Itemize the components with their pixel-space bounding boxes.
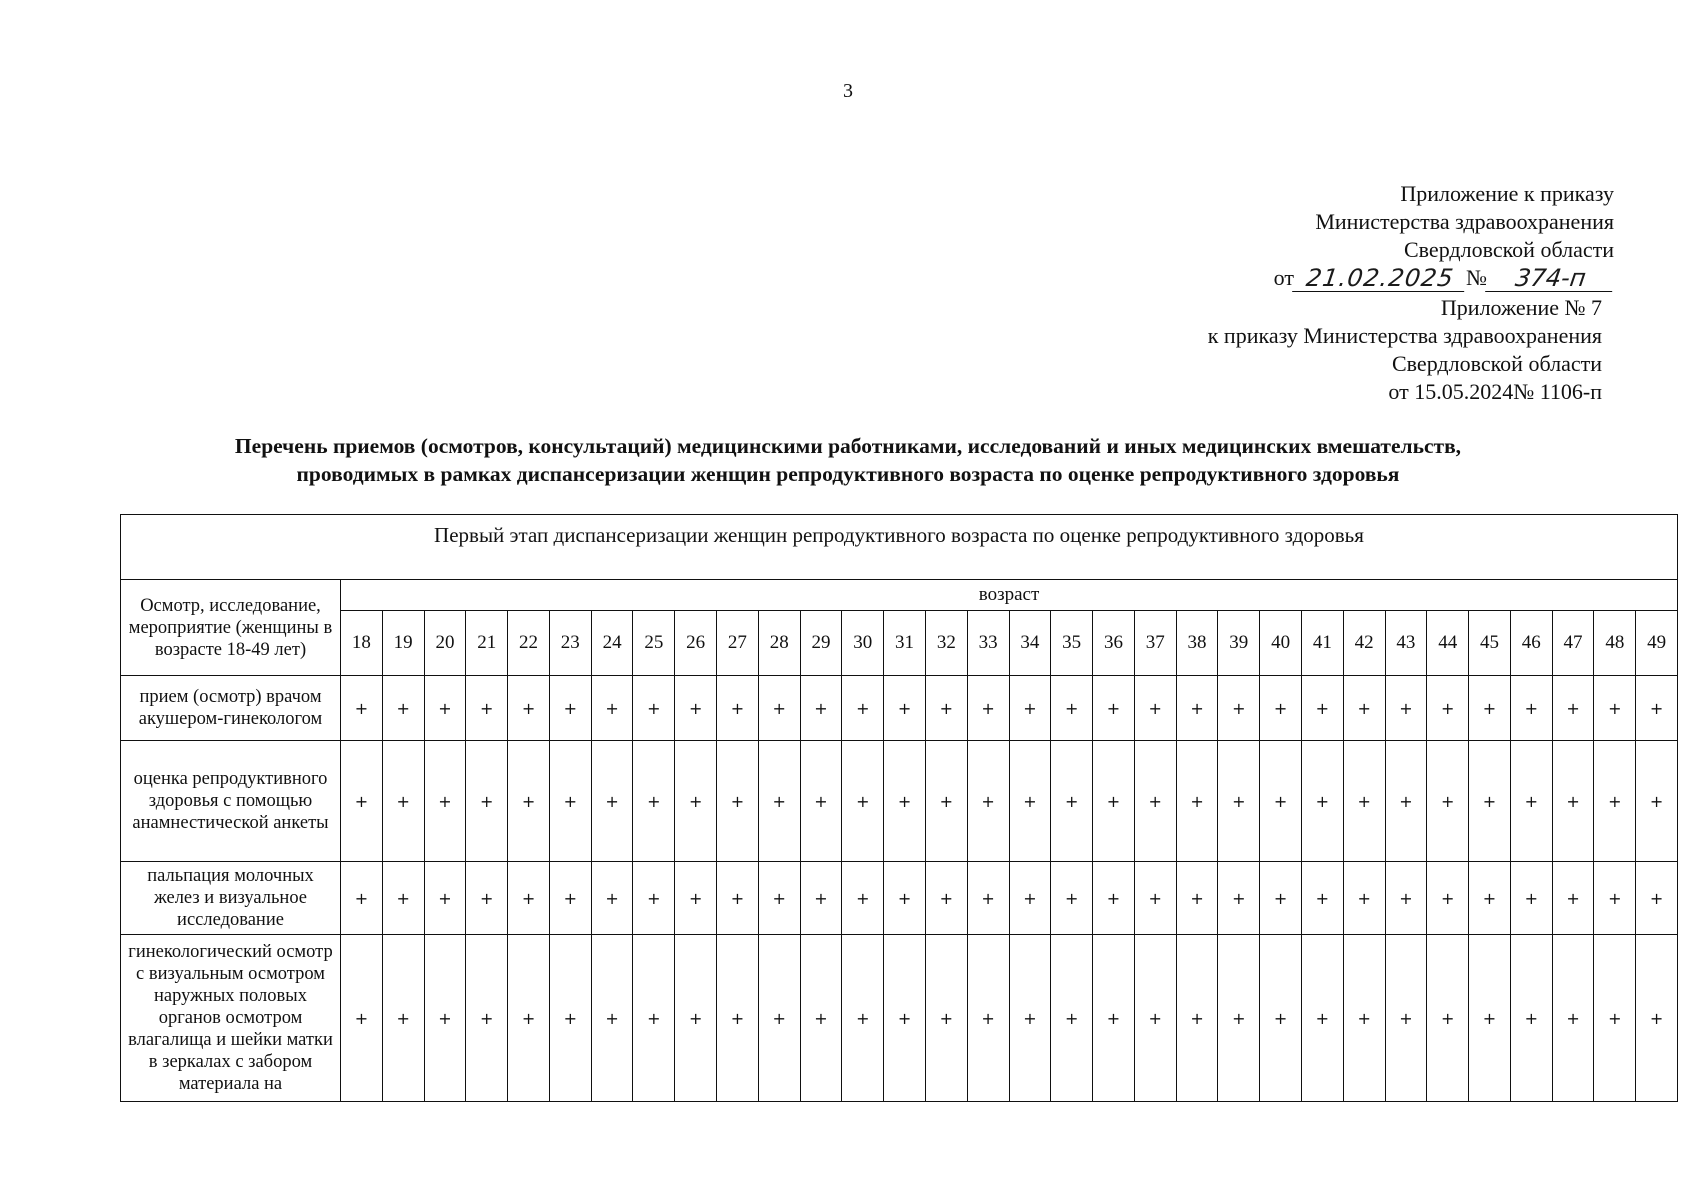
plus-mark: + <box>1009 935 1051 1102</box>
plus-mark: + <box>1093 935 1135 1102</box>
plus-mark: + <box>1176 862 1218 935</box>
plus-mark: + <box>1051 676 1093 741</box>
plus-mark: + <box>1218 935 1260 1102</box>
plus-mark: + <box>1093 676 1135 741</box>
plus-mark: + <box>1260 676 1302 741</box>
document-title <box>0 432 1696 488</box>
plus-mark: + <box>1134 676 1176 741</box>
age-cell: 41 <box>1301 611 1343 676</box>
plus-mark: + <box>1469 741 1511 862</box>
title-line-2: проводимых в рамках диспансеризации женщин репродуктивного возраста по оценке репродуктивного здоровья <box>296 462 1400 486</box>
plus-mark: + <box>1176 935 1218 1102</box>
plus-mark: + <box>591 935 633 1102</box>
plus-mark: + <box>758 935 800 1102</box>
age-cell: 43 <box>1385 611 1427 676</box>
plus-mark: + <box>382 935 424 1102</box>
plus-mark: + <box>1343 741 1385 862</box>
stage-header: Первый этап диспансеризации женщин репродуктивного возраста по оценке репродуктивного здоровья <box>121 515 1678 580</box>
plus-mark: + <box>1427 862 1469 935</box>
procedure-name: гинекологический осмотр с визуальным осмотром наружных половых органов осмотром влагалища и шейки матки в зеркалах с забором материала на <box>121 935 341 1102</box>
plus-mark: + <box>717 676 759 741</box>
plus-mark: + <box>466 935 508 1102</box>
plus-mark: + <box>800 676 842 741</box>
plus-mark: + <box>1510 862 1552 935</box>
number-label: № <box>1466 265 1487 290</box>
plus-mark: + <box>341 676 383 741</box>
plus-mark: + <box>1051 741 1093 862</box>
plus-mark: + <box>842 741 884 862</box>
procedure-name: оценка репродуктивного здоровья с помощью анамнестической анкеты <box>121 741 341 862</box>
plus-mark: + <box>591 676 633 741</box>
age-cell: 39 <box>1218 611 1260 676</box>
plus-mark: + <box>424 741 466 862</box>
plus-mark: + <box>1427 935 1469 1102</box>
from-label: от <box>1273 265 1294 290</box>
age-cell: 48 <box>1594 611 1636 676</box>
age-cell: 26 <box>675 611 717 676</box>
age-cell: 34 <box>1009 611 1051 676</box>
plus-mark: + <box>466 862 508 935</box>
plus-mark: + <box>466 676 508 741</box>
plus-mark: + <box>1260 935 1302 1102</box>
plus-mark: + <box>1009 676 1051 741</box>
plus-mark: + <box>1385 862 1427 935</box>
plus-mark: + <box>1218 862 1260 935</box>
plus-mark: + <box>1051 862 1093 935</box>
age-cell: 40 <box>1260 611 1302 676</box>
plus-mark: + <box>1343 676 1385 741</box>
age-header: возраст <box>341 580 1678 611</box>
plus-mark: + <box>1093 741 1135 862</box>
plus-mark: + <box>633 862 675 935</box>
plus-mark: + <box>1093 862 1135 935</box>
plus-mark: + <box>675 935 717 1102</box>
age-cell: 19 <box>382 611 424 676</box>
plus-mark: + <box>1301 935 1343 1102</box>
plus-mark: + <box>925 935 967 1102</box>
age-cell: 28 <box>758 611 800 676</box>
plus-mark: + <box>382 676 424 741</box>
age-cell: 30 <box>842 611 884 676</box>
plus-mark: + <box>1636 676 1678 741</box>
plus-mark: + <box>549 862 591 935</box>
plus-mark: + <box>1260 862 1302 935</box>
plus-mark: + <box>341 741 383 862</box>
age-cell: 35 <box>1051 611 1093 676</box>
plus-mark: + <box>1552 676 1594 741</box>
plus-mark: + <box>758 676 800 741</box>
plus-mark: + <box>842 862 884 935</box>
plus-mark: + <box>466 741 508 862</box>
plus-mark: + <box>675 676 717 741</box>
age-cell: 47 <box>1552 611 1594 676</box>
plus-mark: + <box>1552 862 1594 935</box>
table-row <box>121 676 1678 741</box>
plus-mark: + <box>549 935 591 1102</box>
plus-mark: + <box>1343 935 1385 1102</box>
procedures-table <box>120 514 1678 1102</box>
age-cell: 29 <box>800 611 842 676</box>
handwritten-date: 21.02.2025 <box>1292 265 1468 292</box>
plus-mark: + <box>1385 676 1427 741</box>
plus-mark: + <box>341 935 383 1102</box>
age-cell: 42 <box>1343 611 1385 676</box>
appendix-line: Приложение № 7 <box>1440 295 1602 320</box>
plus-mark: + <box>925 741 967 862</box>
plus-mark: + <box>1469 676 1511 741</box>
plus-mark: + <box>633 676 675 741</box>
plus-mark: + <box>758 862 800 935</box>
plus-mark: + <box>1552 741 1594 862</box>
plus-mark: + <box>800 741 842 862</box>
appendix-line: от 15.05.2024№ 1106-п <box>1388 379 1602 404</box>
plus-mark: + <box>549 676 591 741</box>
plus-mark: + <box>508 862 550 935</box>
age-cell: 32 <box>925 611 967 676</box>
appendix-block <box>1208 294 1602 406</box>
plus-mark: + <box>508 741 550 862</box>
plus-mark: + <box>800 935 842 1102</box>
plus-mark: + <box>1594 935 1636 1102</box>
age-cell: 46 <box>1510 611 1552 676</box>
plus-mark: + <box>1176 676 1218 741</box>
plus-mark: + <box>925 676 967 741</box>
plus-mark: + <box>1469 862 1511 935</box>
plus-mark: + <box>1009 862 1051 935</box>
plus-mark: + <box>842 935 884 1102</box>
plus-mark: + <box>424 862 466 935</box>
plus-mark: + <box>884 935 926 1102</box>
age-cell: 33 <box>967 611 1009 676</box>
appendix-line: к приказу Министерства здравоохранения <box>1207 323 1602 348</box>
plus-mark: + <box>1176 741 1218 862</box>
plus-mark: + <box>1510 741 1552 862</box>
procedure-column-header: Осмотр, исследование, мероприятие (женщины в возрасте 18-49 лет) <box>121 580 341 676</box>
plus-mark: + <box>591 862 633 935</box>
plus-mark: + <box>424 935 466 1102</box>
plus-mark: + <box>1552 935 1594 1102</box>
plus-mark: + <box>1009 741 1051 862</box>
title-line-1: Перечень приемов (осмотров, консультаций) медицинскими работниками, исследований и иных медицинских вмешательств, <box>234 434 1462 458</box>
plus-mark: + <box>424 676 466 741</box>
plus-mark: + <box>1134 741 1176 862</box>
plus-mark: + <box>382 741 424 862</box>
age-cell: 23 <box>549 611 591 676</box>
plus-mark: + <box>508 935 550 1102</box>
plus-mark: + <box>1594 862 1636 935</box>
plus-mark: + <box>1427 676 1469 741</box>
plus-mark: + <box>549 741 591 862</box>
plus-mark: + <box>1218 676 1260 741</box>
plus-mark: + <box>1301 862 1343 935</box>
plus-mark: + <box>633 741 675 862</box>
plus-mark: + <box>1301 741 1343 862</box>
plus-mark: + <box>1343 862 1385 935</box>
plus-mark: + <box>1134 862 1176 935</box>
plus-mark: + <box>675 862 717 935</box>
handwritten-number: 374-п <box>1485 265 1616 292</box>
plus-mark: + <box>1510 935 1552 1102</box>
plus-mark: + <box>717 741 759 862</box>
table-row <box>121 935 1678 1102</box>
plus-mark: + <box>1594 676 1636 741</box>
plus-mark: + <box>1636 741 1678 862</box>
plus-mark: + <box>758 741 800 862</box>
plus-mark: + <box>382 862 424 935</box>
age-cell: 22 <box>508 611 550 676</box>
age-cell: 45 <box>1469 611 1511 676</box>
plus-mark: + <box>925 862 967 935</box>
age-cell: 36 <box>1093 611 1135 676</box>
plus-mark: + <box>675 741 717 862</box>
plus-mark: + <box>1385 741 1427 862</box>
plus-mark: + <box>1218 741 1260 862</box>
plus-mark: + <box>633 935 675 1102</box>
plus-mark: + <box>1427 741 1469 862</box>
age-cell: 21 <box>466 611 508 676</box>
table-row <box>121 862 1678 935</box>
order-date-number-line <box>1274 264 1614 292</box>
plus-mark: + <box>1051 935 1093 1102</box>
plus-mark: + <box>1301 676 1343 741</box>
plus-mark: + <box>800 862 842 935</box>
plus-mark: + <box>508 676 550 741</box>
plus-mark: + <box>967 862 1009 935</box>
age-cell: 25 <box>633 611 675 676</box>
age-cell: 38 <box>1176 611 1218 676</box>
plus-mark: + <box>842 676 884 741</box>
plus-mark: + <box>1260 741 1302 862</box>
age-cell: 49 <box>1636 611 1678 676</box>
plus-mark: + <box>967 676 1009 741</box>
plus-mark: + <box>1134 935 1176 1102</box>
plus-mark: + <box>884 862 926 935</box>
plus-mark: + <box>967 741 1009 862</box>
approval-line: Министерства здравоохранения <box>1315 209 1614 234</box>
age-cell: 44 <box>1427 611 1469 676</box>
age-cell: 24 <box>591 611 633 676</box>
procedure-name: прием (осмотр) врачом акушером-гинекологом <box>121 676 341 741</box>
plus-mark: + <box>717 935 759 1102</box>
age-cell: 27 <box>717 611 759 676</box>
plus-mark: + <box>884 741 926 862</box>
age-cell: 31 <box>884 611 926 676</box>
age-cell: 18 <box>341 611 383 676</box>
age-cell: 20 <box>424 611 466 676</box>
age-cell: 37 <box>1134 611 1176 676</box>
approval-line: Приложение к приказу <box>1400 181 1614 206</box>
plus-mark: + <box>1510 676 1552 741</box>
plus-mark: + <box>591 741 633 862</box>
plus-mark: + <box>1469 935 1511 1102</box>
plus-mark: + <box>341 862 383 935</box>
plus-mark: + <box>1385 935 1427 1102</box>
approval-block <box>1274 180 1614 292</box>
page-number: 3 <box>843 80 853 102</box>
table-row <box>121 741 1678 862</box>
plus-mark: + <box>1594 741 1636 862</box>
approval-line: Свердловской области <box>1404 237 1614 262</box>
plus-mark: + <box>1636 862 1678 935</box>
plus-mark: + <box>717 862 759 935</box>
plus-mark: + <box>967 935 1009 1102</box>
plus-mark: + <box>1636 935 1678 1102</box>
plus-mark: + <box>884 676 926 741</box>
appendix-line: Свердловской области <box>1392 351 1602 376</box>
procedure-name: пальпация молочных желез и визуальное исследование <box>121 862 341 935</box>
